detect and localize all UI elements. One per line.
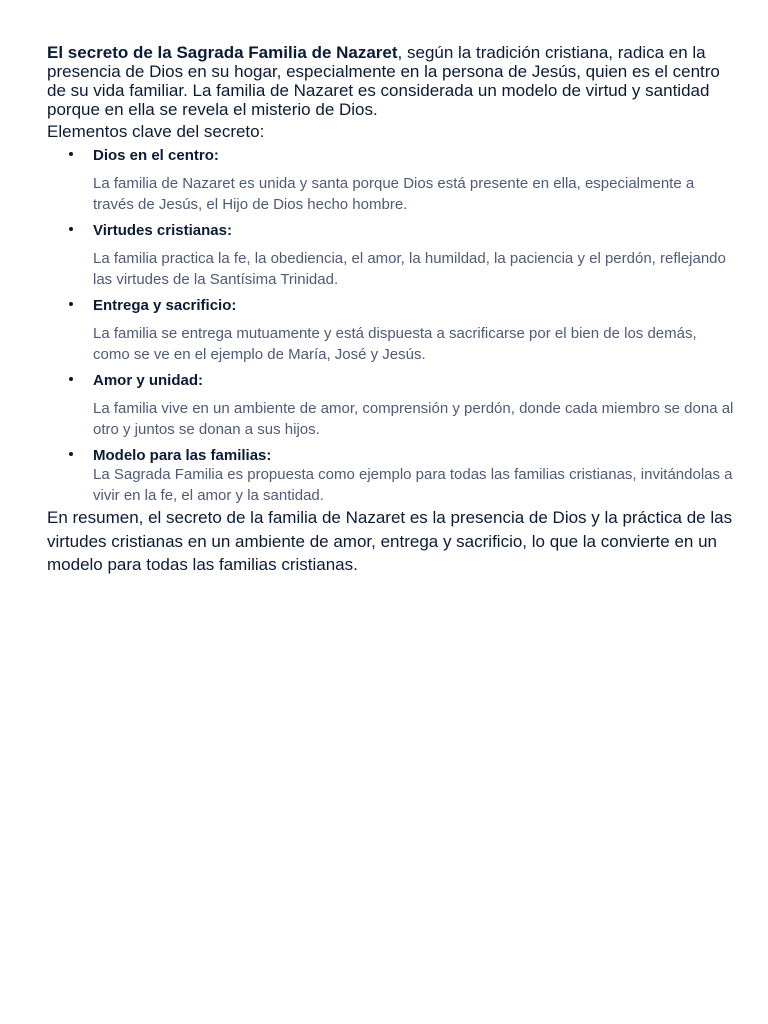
list-heading: Elementos clave del secreto: xyxy=(47,122,265,141)
bullet-icon xyxy=(69,302,73,306)
bullet-icon xyxy=(69,227,73,231)
list-item xyxy=(47,146,737,215)
summary-paragraph: En resumen, el secreto de la familia de Nazaret es la presencia de Dios y la práctica de las virtudes cristianas en un ambiente de amor, entrega y sacrificio, lo que la convierte en un modelo para todas las familias cristianas. xyxy=(47,508,733,574)
bullet-icon xyxy=(69,452,73,456)
bullet-icon xyxy=(69,377,73,381)
document-content xyxy=(47,43,737,577)
bullet-icon xyxy=(69,152,73,156)
item-title: Dios en el centro: xyxy=(93,147,219,164)
list-item xyxy=(47,296,737,365)
item-title: Virtudes cristianas: xyxy=(93,222,232,239)
intro-paragraph xyxy=(47,43,737,119)
key-elements-list xyxy=(47,146,737,506)
intro-bold-title: El secreto de la Sagrada Familia de Nazaret xyxy=(47,43,398,62)
item-description: La Sagrada Familia es propuesta como ejemplo para todas las familias cristianas, invitándolas a vivir en la fe, el amor y la santidad. xyxy=(93,466,733,504)
list-item xyxy=(47,446,737,506)
item-description: La familia practica la fe, la obediencia, el amor, la humildad, la paciencia y el perdón, reflejando las virtudes de la Santísima Trinidad. xyxy=(93,250,726,288)
item-description: La familia vive en un ambiente de amor, comprensión y perdón, donde cada miembro se dona al otro y juntos se donan a sus hijos. xyxy=(93,400,734,438)
intro-text: , según la tradición cristiana, radica en la presencia de Dios en su hogar, especialmente en la persona de Jesús, quien es el centro de su vida familiar. La familia de Nazaret es considerada un modelo de virtud y santidad porque en ella se revela el misterio de Dios. xyxy=(47,43,720,119)
list-item xyxy=(47,371,737,440)
item-description: La familia de Nazaret es unida y santa porque Dios está presente en ella, especialmente a través de Jesús, el Hijo de Dios hecho hombre. xyxy=(93,175,695,213)
item-title: Amor y unidad: xyxy=(93,372,204,389)
item-title: Modelo para las familias: xyxy=(93,447,272,464)
list-item xyxy=(47,221,737,290)
item-title: Entrega y sacrificio: xyxy=(93,297,237,314)
item-description: La familia se entrega mutuamente y está dispuesta a sacrificarse por el bien de los demás, como se ve en el ejemplo de María, José y Jesús. xyxy=(93,325,697,363)
